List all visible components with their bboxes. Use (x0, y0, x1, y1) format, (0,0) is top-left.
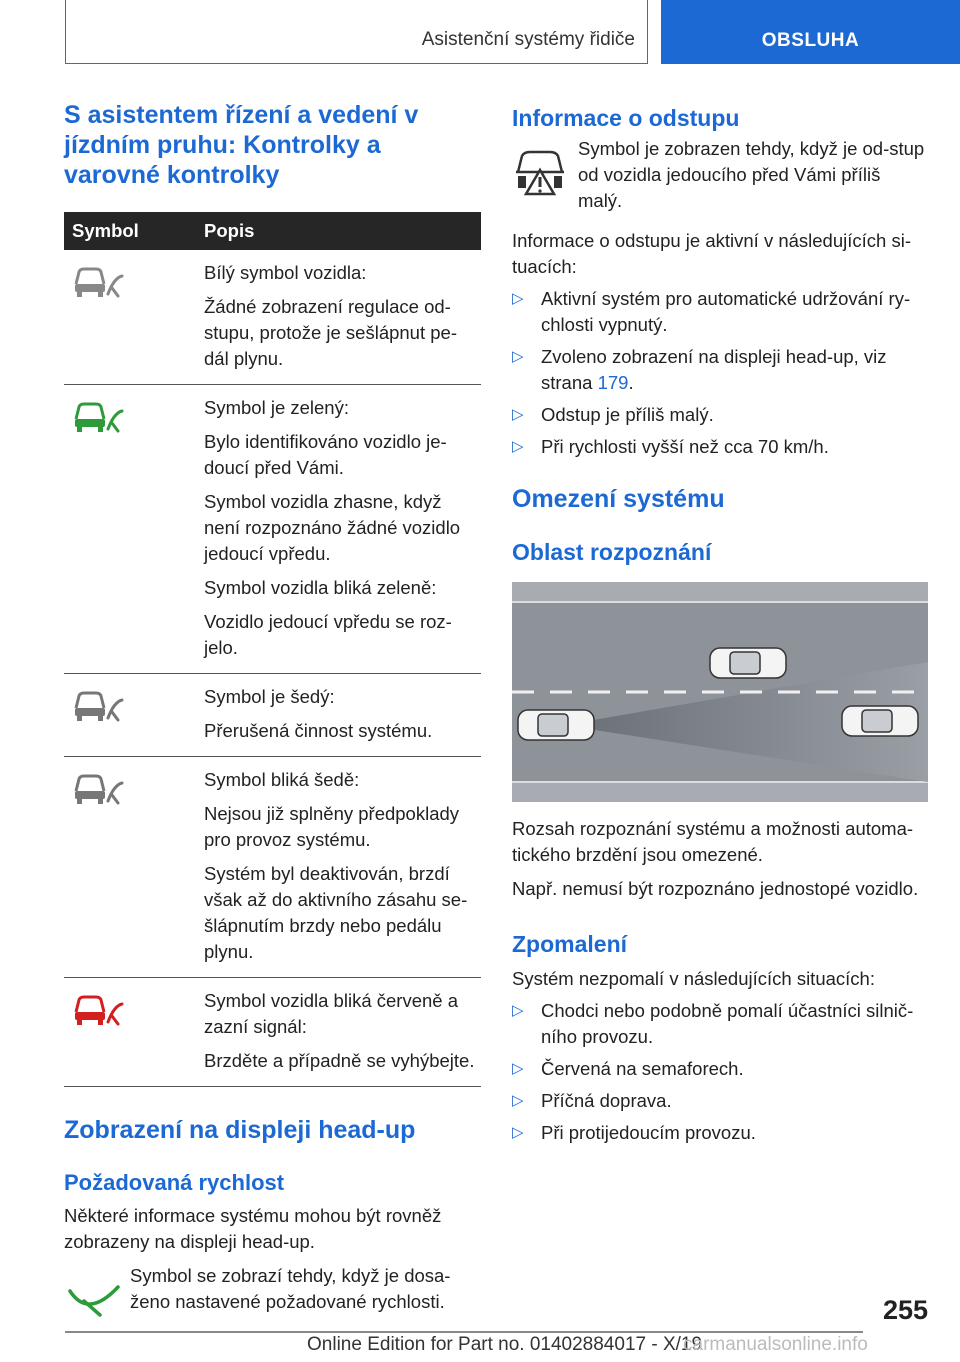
triangle-bullet-icon: ▷ (512, 1060, 524, 1077)
speed-gauge-icon (64, 1263, 130, 1322)
list-item-text: Při protijedoucím provozu. (541, 1122, 756, 1143)
list-item (512, 1120, 928, 1146)
distance-condition-list (512, 286, 928, 460)
description-line: Symbol je šedý: (204, 686, 335, 707)
distance-active-text: Informace o odstupu je aktivní v následujících si-tuacích: (512, 230, 911, 277)
vehicle-gray-icon (72, 711, 124, 728)
description-line: Bílý symbol vozidla: (204, 262, 367, 283)
list-item (512, 1088, 928, 1114)
front-vehicle-right (842, 706, 918, 736)
list-item (512, 434, 928, 460)
list-item-text: Příčná doprava. (541, 1090, 672, 1111)
speed-text: Některé informace systému mohou být rovněž zobrazeny na displeji head-up. (64, 1205, 442, 1252)
triangle-bullet-icon: ▷ (512, 1124, 524, 1141)
header-title: Asistenční systémy řidiče (421, 29, 635, 50)
vehicle-gray-blink-icon (72, 794, 124, 811)
ego-vehicle (518, 710, 594, 740)
table-header-row (64, 212, 481, 250)
table-row (64, 674, 481, 757)
description-line: Přerušená činnost systému. (204, 720, 433, 741)
section-heading-limits: Omezení systému (512, 485, 725, 513)
description-line: Vozidlo jedoucí vpředu se roz-jelo. (204, 611, 452, 658)
list-item-text: Při rychlosti vyšší než cca 70 km/h. (541, 436, 829, 457)
table-row (64, 978, 481, 1087)
list-item-text: Zvoleno zobrazení na displeji head-up, viz strana (541, 346, 887, 393)
triangle-bullet-icon: ▷ (512, 438, 524, 455)
vehicle-green-icon (72, 422, 124, 439)
header-badge: OBSLUHA (661, 0, 960, 64)
description-line: Žádné zobrazení regulace od-stupu, protože je sešlápnut pe-dál plynu. (204, 296, 457, 369)
list-item-text: Červená na semaforech. (541, 1058, 744, 1079)
distance-warning-icon (512, 136, 578, 214)
description-cell (192, 674, 481, 757)
symbol-cell (64, 978, 192, 1087)
symbol-cell (64, 757, 192, 978)
subheading-distance: Informace o odstupu (512, 105, 740, 131)
list-item (512, 998, 928, 1050)
description-line: Symbol vozidla zhasne, když není rozpoznáno žádné vozidlo jedoucí vpředu. (204, 491, 461, 564)
section-heading-hud: Zobrazení na displeji head-up (64, 1116, 416, 1144)
description-cell (192, 757, 481, 978)
table-row (64, 757, 481, 978)
description-line: Systém byl deaktivován, brzdí však až do aktivního zásahu se-šlápnutím brzdy nebo pedálu plynu. (204, 863, 468, 962)
description-cell (192, 250, 481, 385)
description-line: Bylo identifikováno vozidlo je-doucí před Vámi. (204, 431, 447, 478)
triangle-bullet-icon: ▷ (512, 348, 524, 365)
speed-symbol-row (64, 1263, 481, 1322)
page-number: 255 (882, 1295, 928, 1325)
list-item-text: Aktivní systém pro automatické udržování ry-chlosti vypnutý. (541, 288, 911, 335)
footer-divider (65, 1331, 863, 1333)
page-link[interactable]: 179 (597, 372, 629, 393)
table-row (64, 385, 481, 674)
vehicle-white-icon (72, 287, 124, 304)
subheading-speed: Požadovaná rychlost (64, 1170, 285, 1195)
vehicle-red-icon (72, 1015, 124, 1032)
subheading-detection: Oblast rozpoznání (512, 539, 712, 565)
detection-range-illustration (512, 582, 928, 802)
distance-symbol-text: Symbol je zobrazen tehdy, když je od-stup od vozidla jedoucího před Vámi příliš malý. (578, 138, 925, 211)
table-header-symbol: Symbol (64, 212, 192, 250)
description-line: Symbol je zelený: (204, 397, 349, 418)
list-item (512, 402, 928, 428)
description-line: Symbol vozidla bliká červeně a zazní signál: (204, 990, 458, 1037)
symbol-cell (64, 385, 192, 674)
slowdown-text: Systém nezpomalí v následujících situacích: (512, 968, 875, 989)
list-item-suffix: . (628, 372, 634, 393)
symbol-cell (64, 250, 192, 385)
table-row (64, 250, 481, 385)
distance-symbol-row (512, 136, 928, 214)
triangle-bullet-icon: ▷ (512, 290, 524, 307)
triangle-bullet-icon: ▷ (512, 1002, 524, 1019)
header-box (65, 0, 648, 64)
footer-watermark: carmanualsonline.info (683, 1334, 868, 1355)
symbol-table (64, 212, 481, 1087)
triangle-bullet-icon: ▷ (512, 1092, 524, 1109)
right-column (512, 100, 928, 1146)
list-item-text: Chodci nebo podobně pomalí účastníci silnič-ního provozu. (541, 1000, 914, 1047)
table-header-desc: Popis (192, 212, 481, 250)
footer-edition: Online Edition for Part no. 01402884017 - X/19 (307, 1334, 703, 1355)
slowdown-list (512, 998, 928, 1146)
subheading-slowdown: Zpomalení (512, 931, 628, 957)
symbol-cell (64, 674, 192, 757)
list-item (512, 344, 928, 396)
description-line: Brzděte a případně se vyhýbejte. (204, 1050, 475, 1071)
detection-text-1: Rozsah rozpoznání systému a možnosti automa-tického brzdění jsou omezené. (512, 818, 914, 865)
description-cell (192, 385, 481, 674)
description-line: Nejsou již splněny předpoklady pro provoz systému. (204, 803, 460, 850)
left-column (64, 100, 481, 1322)
triangle-bullet-icon: ▷ (512, 406, 524, 423)
speed-symbol-text: Symbol se zobrazí tehdy, když je dosa-ženo nastavené požadované rychlosti. (130, 1265, 451, 1312)
description-line: Symbol bliká šedě: (204, 769, 360, 790)
list-item (512, 1056, 928, 1082)
section-heading-indicators: S asistentem řízení a vedení v jízdním pruhu: Kontrolky a varovné kontrolky (64, 101, 419, 189)
list-item (512, 286, 928, 338)
description-line: Symbol vozidla bliká zeleně: (204, 577, 437, 598)
detection-text-2: Např. nemusí být rozpoznáno jednostopé vozidlo. (512, 878, 919, 899)
description-cell (192, 978, 481, 1087)
list-item-text: Odstup je příliš malý. (541, 404, 714, 425)
front-vehicle-left (710, 648, 786, 678)
